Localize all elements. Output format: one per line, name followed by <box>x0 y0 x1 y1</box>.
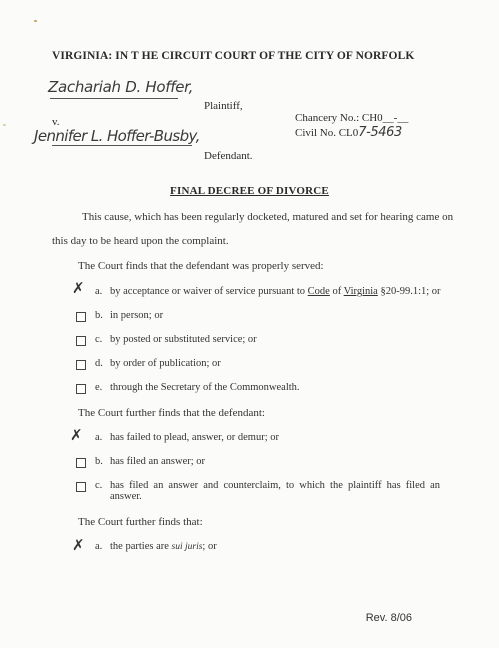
chancery-label: Chancery No.: <box>295 112 360 124</box>
plaintiff-signature-line <box>50 98 178 99</box>
further-a-text: the parties are sui juris; or <box>110 541 217 552</box>
response-b-text: has filed an answer; or <box>110 456 206 467</box>
service-a-letter: a. <box>95 286 103 297</box>
defendant-name: Jennifer L. Hoffer-Busby, <box>34 127 200 145</box>
response-a-check-mark[interactable]: ✗ <box>70 426 83 444</box>
scan-speck <box>34 20 37 22</box>
response-c-text: has filed an answer and counterclaim, to which the plaintiff has filed an answer. <box>110 480 440 502</box>
service-c-text: by posted or substituted service; or <box>110 334 257 345</box>
service-e-checkbox[interactable] <box>76 384 86 394</box>
revision-label: Rev. 8/06 <box>365 612 412 624</box>
response-a-letter: a. <box>95 432 103 443</box>
versus-label: v. <box>52 116 60 128</box>
response-heading: The Court further finds that the defendant: <box>78 407 265 419</box>
civil-value: 7-5463 <box>358 125 402 140</box>
chancery-number <box>295 112 408 124</box>
service-d-checkbox[interactable] <box>76 360 86 370</box>
service-b-text: in person; or <box>110 310 164 321</box>
further-a-letter: a. <box>95 541 103 552</box>
response-c-letter: c. <box>95 480 103 491</box>
service-a-text: by acceptance or waiver of service pursuant to Code of Virginia §20-99.1:1; or <box>110 286 441 297</box>
intro-line-2: this day to be heard upon the complaint. <box>52 235 229 247</box>
civil-number <box>295 125 402 140</box>
court-heading: VIRGINIA: IN T HE CIRCUIT COURT OF THE CITY OF NORFOLK <box>52 50 415 62</box>
plaintiff-name: Zachariah D. Hoffer, <box>48 78 194 96</box>
service-d-letter: d. <box>95 358 103 369</box>
service-e-letter: e. <box>95 382 103 393</box>
decree-title: FINAL DECREE OF DIVORCE <box>170 185 329 197</box>
service-d-text: by order of publication; or <box>110 358 221 369</box>
service-c-letter: c. <box>95 334 103 345</box>
chancery-value: CH0__-__ <box>361 112 409 124</box>
service-b-checkbox[interactable] <box>76 312 86 322</box>
response-b-checkbox[interactable] <box>76 458 86 468</box>
response-c-checkbox[interactable] <box>76 482 86 492</box>
service-e-text: through the Secretary of the Commonwealth. <box>110 382 300 393</box>
civil-label: Civil No. CL0 <box>295 127 359 139</box>
service-heading: The Court finds that the defendant was properly served: <box>78 260 324 272</box>
response-b-letter: b. <box>95 456 103 467</box>
further-heading: The Court further finds that: <box>78 516 203 528</box>
intro-line-1: This cause, which has been regularly docketed, matured and set for hearing came on <box>82 211 454 223</box>
defendant-label: Defendant. <box>204 150 253 162</box>
service-c-checkbox[interactable] <box>76 336 86 346</box>
plaintiff-label: Plaintiff, <box>204 100 243 112</box>
service-b-letter: b. <box>95 310 103 321</box>
defendant-signature-line <box>52 145 192 146</box>
further-a-check-mark[interactable]: ✗ <box>72 536 85 554</box>
service-a-check-mark[interactable]: ✗ <box>72 279 85 297</box>
response-a-text: has failed to plead, answer, or demur; or <box>110 432 279 443</box>
scan-speck <box>3 124 6 126</box>
